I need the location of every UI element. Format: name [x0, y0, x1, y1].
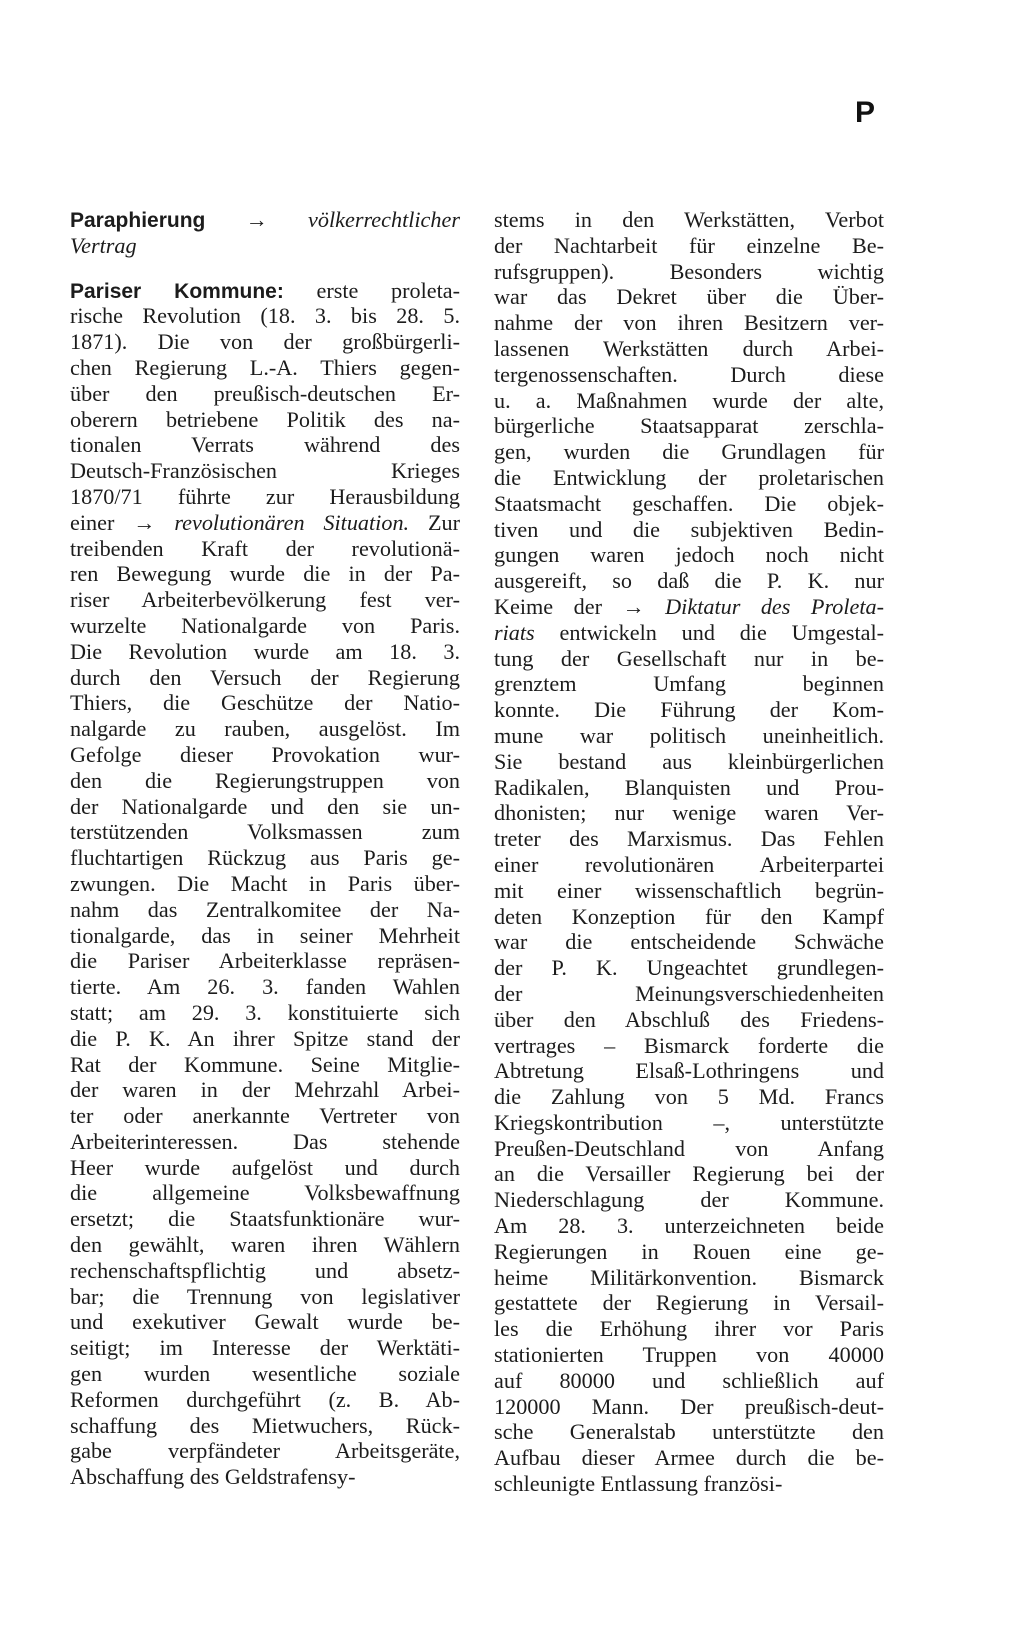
- text-block: [70, 303, 460, 509]
- text-line: tiven und die subjektiven Bedin-: [494, 516, 884, 542]
- text-line: mune war politisch uneinheitlich.: [494, 722, 884, 748]
- cross-reference: revolutionären Situation.: [174, 509, 410, 535]
- text-line: an die Versailler Regierung bei der: [494, 1161, 884, 1187]
- text-line: lassenen Werkstätten durch Arbei-: [494, 335, 884, 361]
- text-line: deten Konzeption für den Kampf: [494, 903, 884, 929]
- text-line: gestattete der Regierung in Versail-: [494, 1290, 884, 1316]
- entry-intro: erste proleta-: [316, 277, 461, 303]
- text-line: riser Arbeiterbevölkerung fest ver-: [70, 587, 460, 613]
- text-line-with-link: einer → revolutionären Situation. Zur: [70, 509, 461, 535]
- left-column: [70, 207, 460, 1490]
- text-line: heime Militärkonvention. Bismarck: [494, 1264, 884, 1290]
- text-line: fluchtartigen Rückzug aus Paris ge-: [70, 845, 460, 871]
- text-line: Sie bestand aus kleinbürgerlichen: [494, 748, 884, 774]
- text-line: 1871). Die von der großbürgerli-: [70, 329, 460, 355]
- text-line-with-link: Keime der → Diktatur des Proleta-: [494, 593, 885, 619]
- text-line: durch den Versuch der Regierung: [70, 664, 460, 690]
- text-line: bar; die Trennung von legislativer: [70, 1283, 460, 1309]
- text-line: nahme der von ihren Besitzern ver-: [494, 310, 884, 336]
- text-line: schleunigte Entlassung französi-: [494, 1471, 783, 1497]
- text-line: die Entwicklung der proletarischen: [494, 464, 884, 490]
- text-line: Thiers, die Geschütze der Natio-: [70, 690, 460, 716]
- text-line: oberern betriebene Politik des na-: [70, 406, 460, 432]
- text-line: Regierungen in Rouen eine ge-: [494, 1238, 884, 1264]
- text-line: war die entscheidende Schwäche: [494, 929, 884, 955]
- text-line: tierte. Am 26. 3. fanden Wahlen: [70, 974, 460, 1000]
- text-line: dhonisten; nur wenige waren Ver-: [494, 800, 884, 826]
- text-line: nalgarde zu rauben, ausgelöst. Im: [70, 716, 460, 742]
- text-line: stationierten Truppen von 40000: [494, 1342, 884, 1368]
- text-line: Aufbau dieser Armee durch die be-: [494, 1445, 884, 1471]
- text-block: [494, 646, 884, 1497]
- text-line: gungen waren jedoch noch nicht: [494, 542, 884, 568]
- text-line: gen, wurden die Grundlagen für: [494, 439, 884, 465]
- text-line: Gefolge dieser Provokation wur-: [70, 741, 460, 767]
- text-line: die P. K. An ihrer Spitze stand der: [70, 1025, 460, 1051]
- text-line: den die Regierungstruppen von: [70, 767, 460, 793]
- text-line: tergenossenschaften. Durch diese: [494, 361, 884, 387]
- text-line: ter oder anerkannte Vertreter von: [70, 1103, 460, 1129]
- text-line: u. a. Maßnahmen wurde der alte,: [494, 387, 884, 413]
- text-line: schaffung des Mietwuchers, Rück-: [70, 1412, 460, 1438]
- text-line: Abschaffung des Geldstrafensy-: [70, 1464, 356, 1490]
- text-line: Reformen durchgeführt (z. B. Ab-: [70, 1386, 460, 1412]
- text-line: Rat der Kommune. Seine Mitglie-: [70, 1051, 460, 1077]
- text-line: Abtretung Elsaß-Lothringens und: [494, 1058, 884, 1084]
- text-line: mit einer wissenschaftlich begrün-: [494, 877, 884, 903]
- text-line: grenztem Umfang beginnen: [494, 671, 884, 697]
- text-line: die Zahlung von 5 Md. Francs: [494, 1084, 884, 1110]
- text-line: der P. K. Ungeachtet grundlegen-: [494, 955, 884, 981]
- text-line: statt; am 29. 3. konstituierte sich: [70, 999, 460, 1025]
- text-line: über den Abschluß des Friedens-: [494, 1006, 884, 1032]
- text-line: Die Revolution wurde am 18. 3.: [70, 638, 460, 664]
- text-line: Arbeiterinteressen. Das stehende: [70, 1128, 460, 1154]
- text-line: treibenden Kraft der revolutionä-: [70, 535, 460, 561]
- text-line: 120000 Mann. Der preußisch-deut-: [494, 1393, 884, 1419]
- text-line: Am 28. 3. unterzeichneten beide: [494, 1213, 884, 1239]
- text-line: Niederschlagung der Kommune.: [494, 1187, 884, 1213]
- text-line: Staatsmacht geschaffen. Die objek-: [494, 490, 884, 516]
- text-line: ersetzt; die Staatsfunktionäre wur-: [70, 1206, 460, 1232]
- text-line: der waren in der Mehrzahl Arbei-: [70, 1077, 460, 1103]
- headword-pariser-kommune: Pariser Kommune:: [70, 279, 284, 303]
- text-line: sche Generalstab unterstützte den: [494, 1419, 884, 1445]
- text-line: terstützenden Volksmassen zum: [70, 819, 460, 845]
- text-block: [70, 536, 460, 1490]
- text-line: wurzelte Nationalgarde von Paris.: [70, 612, 460, 638]
- text-line: seitigt; im Interesse der Werktäti-: [70, 1335, 460, 1361]
- text-line: 1870/71 führte zur Herausbildung: [70, 483, 460, 509]
- cross-reference: Diktatur des Proleta-: [665, 593, 885, 619]
- text-line: stems in den Werkstätten, Verbot: [494, 207, 884, 232]
- text-line: und exekutiver Gewalt wurde be-: [70, 1309, 460, 1335]
- cross-reference: riats: [494, 619, 535, 645]
- text-line: ren Bewegung wurde die in der Pa-: [70, 561, 460, 587]
- text-line: Heer wurde aufgelöst und durch: [70, 1154, 460, 1180]
- cross-reference: völkerrechtlicher: [308, 207, 460, 232]
- text-line-with-link: riats entwickeln und die Umgestal-: [494, 619, 885, 645]
- text-line: nahm das Zentralkomitee der Na-: [70, 896, 460, 922]
- text-line: vertrages – Bismarck forderte die: [494, 1032, 884, 1058]
- arrow-icon: →: [133, 509, 156, 535]
- text-line: chen Regierung L.-A. Thiers gegen-: [70, 354, 460, 380]
- arrow-icon: →: [622, 593, 645, 619]
- text-line: der Nachtarbeit für einzelne Be-: [494, 232, 884, 258]
- text-line: bürgerliche Staatsapparat zerschla-: [494, 413, 884, 439]
- arrow-icon: →: [245, 207, 268, 232]
- text-line: über den preußisch-deutschen Er-: [70, 380, 460, 406]
- text-line: den gewählt, waren ihren Wählern: [70, 1232, 460, 1258]
- text-block: [494, 207, 884, 594]
- text-line: tionalgarde, das in seiner Mehrheit: [70, 922, 460, 948]
- text-line: ausgereift, so daß die P. K. nur: [494, 568, 884, 594]
- text-line: Kriegskontribution –, unterstützte: [494, 1109, 884, 1135]
- text-line: Deutsch-Französischen Krieges: [70, 458, 460, 484]
- text-line: konnte. Die Führung der Kom-: [494, 697, 884, 723]
- text-line: gabe verpfändeter Arbeitsgeräte,: [70, 1438, 460, 1464]
- text-line: rische Revolution (18. 3. bis 28. 5.: [70, 303, 460, 329]
- text-line: tung der Gesellschaft nur in be-: [494, 645, 884, 671]
- text-line: der Nationalgarde und den sie un-: [70, 793, 460, 819]
- text-line: Preußen-Deutschland von Anfang: [494, 1135, 884, 1161]
- text-line: zwungen. Die Macht in Paris über-: [70, 870, 460, 896]
- right-column: [494, 207, 884, 1497]
- text-line: rufsgruppen). Besonders wichtig: [494, 258, 884, 284]
- headword-paraphierung: Paraphierung: [70, 209, 206, 232]
- text-line: rechenschaftspflichtig und absetz-: [70, 1257, 460, 1283]
- text-line: war das Dekret über die Über-: [494, 284, 884, 310]
- text-line: tionalen Verrats während des: [70, 432, 460, 458]
- text-line: treter des Marxismus. Das Fehlen: [494, 826, 884, 852]
- text-line: die Pariser Arbeiterklasse repräsen-: [70, 948, 460, 974]
- text-line: einer revolutionären Arbeiterpartei: [494, 851, 884, 877]
- cross-reference-continued: Vertrag: [70, 232, 137, 258]
- section-letter: P: [855, 96, 876, 129]
- text-line: der Meinungsverschiedenheiten: [494, 980, 884, 1006]
- text-line: gen wurden wesentliche soziale: [70, 1361, 460, 1387]
- entry-pariser-kommune: [70, 278, 460, 304]
- entry-paraphierung: [70, 207, 460, 233]
- text-line: die allgemeine Volksbewaffnung: [70, 1180, 460, 1206]
- text-line: auf 80000 und schließlich auf: [494, 1367, 884, 1393]
- text-line: les die Erhöhung ihrer vor Paris: [494, 1316, 884, 1342]
- text-line: Radikalen, Blanquisten und Prou-: [494, 774, 884, 800]
